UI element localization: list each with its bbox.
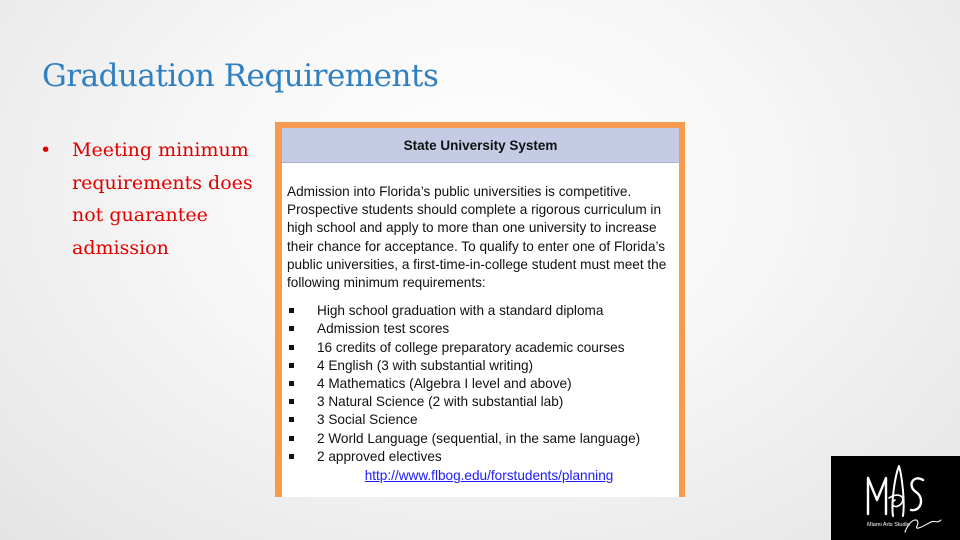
square-bullet-icon	[287, 411, 317, 429]
square-bullet-icon	[287, 302, 317, 320]
requirement-text: Admission test scores	[317, 321, 450, 337]
requirement-text: 3 Natural Science (2 with substantial lab)	[317, 394, 564, 410]
panel-content	[282, 128, 679, 497]
panel-body	[282, 163, 679, 485]
mas-logo	[831, 456, 960, 540]
requirements-list	[287, 302, 671, 466]
flbog-link[interactable]: http://www.flbog.edu/forstudents/planning	[364, 468, 614, 484]
mas-logo-icon	[831, 456, 960, 540]
requirement-text: High school graduation with a standard diploma	[317, 303, 604, 319]
panel-header: State University System	[282, 128, 679, 163]
requirement-text: 3 Social Science	[317, 412, 418, 428]
requirement-text: 4 Mathematics (Algebra I level and above)	[317, 376, 572, 392]
logo-caption: Miami Arts Studio	[867, 522, 910, 528]
requirement-item	[287, 430, 671, 448]
slide-title: Graduation Requirements	[42, 58, 439, 94]
requirement-text: 4 English (3 with substantial writing)	[317, 357, 534, 373]
requirement-text: 16 credits of college preparatory academic courses	[317, 339, 625, 355]
square-bullet-icon	[287, 430, 317, 448]
state-university-panel	[275, 122, 685, 497]
requirement-item	[287, 375, 671, 393]
requirement-item	[287, 357, 671, 375]
requirement-item	[287, 302, 671, 320]
requirement-item	[287, 339, 671, 357]
requirement-item	[287, 320, 671, 338]
square-bullet-icon	[287, 393, 317, 411]
square-bullet-icon	[287, 320, 317, 338]
requirement-item	[287, 393, 671, 411]
panel-intro: Admission into Florida’s public universities is competitive. Prospective students should complete a rigorous curriculum in high school and apply to more than one university to increase their chance for acceptance. To qualify to enter one of Florida’s public universities, a first-time-in-college student must meet the following minimum requirements:	[287, 184, 667, 291]
requirement-item	[287, 448, 671, 466]
requirement-text: 2 approved electives	[317, 448, 442, 464]
square-bullet-icon	[287, 448, 317, 466]
bullet-text: Meeting minimum requirements does not guarantee admission	[72, 139, 253, 259]
bullet-item	[40, 134, 265, 264]
square-bullet-icon	[287, 375, 317, 393]
bullet-list	[40, 134, 265, 264]
requirement-text: 2 World Language (sequential, in the same language)	[317, 430, 641, 446]
requirement-item	[287, 411, 671, 429]
bullet-dot-icon: •	[40, 139, 52, 161]
square-bullet-icon	[287, 357, 317, 375]
square-bullet-icon	[287, 339, 317, 357]
